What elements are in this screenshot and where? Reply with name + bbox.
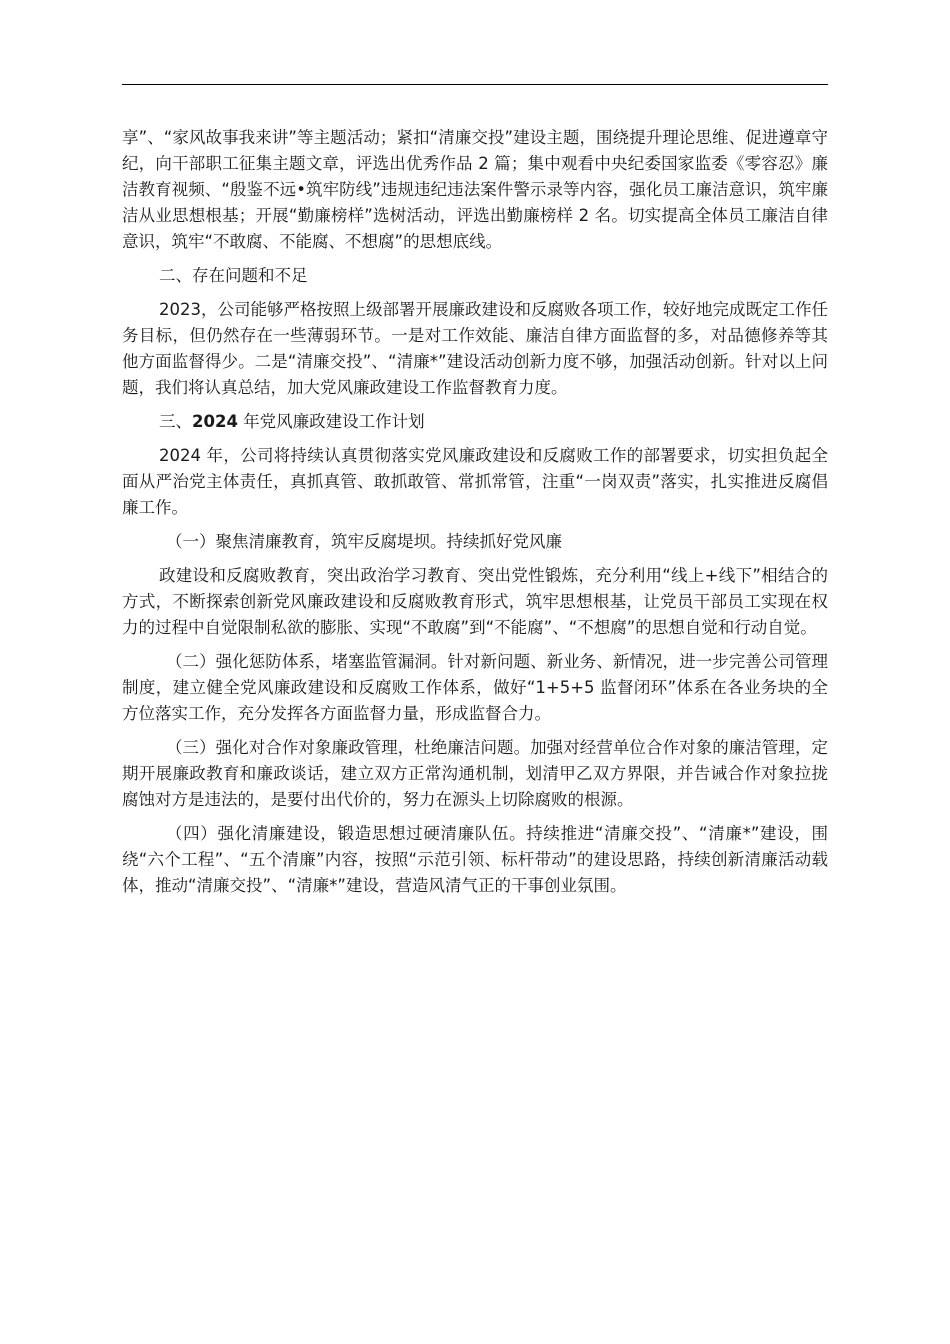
paragraph-plan-item-4: （四）强化清廉建设，锻造思想过硬清廉队伍。持续推进“清廉交投”、“清廉*”建设，围绕“六个工程”、“五个清廉”内容，按照“示范引领、标杆带动”的建设思路，持续创新清廉活动载体，推动“清廉交投”、“清廉*”建设，营造风清气正的干事创业氛围。 [122,824,828,895]
paragraph-plan-item-1-body: 政建设和反腐败教育，突出政治学习教育、突出党性锻炼，充分利用“线上+线下”相结合的方式，不断探索创新党风廉政建设和反腐败教育形式，筑牢思想根基，让党员干部员工实现在权力的过程中自觉限制私欲的膨胀、实现“不敢腐”到“不能腐”、“不想腐”的思想自觉和行动自觉。 [122,566,828,637]
heading-plan-prefix: 三、 [159,412,192,431]
heading-plan-year: 2024 [192,412,238,431]
document-body [122,125,828,907]
paragraph-problems: 2023，公司能够严格按照上级部署开展廉政建设和反腐败各项工作，较好地完成既定工作任务目标，但仍然存在一些薄弱环节。一是对工作效能、廉洁自律方面监督的多，对品德修养等其他方面监督得少。二是“清廉交投”、“清廉*”建设活动创新力度不够，加强活动创新。针对以上问题，我们将认真总结，加大党风廉政建设工作监督教育力度。 [122,300,828,397]
header-rule [122,84,828,85]
heading-problems: 二、存在问题和不足 [159,266,308,285]
paragraph-plan-item-3: （三）强化对合作对象廉政管理，杜绝廉洁问题。加强对经营单位合作对象的廉洁管理，定期开展廉政教育和廉政谈话，建立双方正常沟通机制，划清甲乙双方界限，并告诫合作对象拉拢腐蚀对方是违法的，是要付出代价的，努力在源头上切除腐败的根源。 [122,738,828,809]
paragraph-plan-item-1-title: （一）聚焦清廉教育，筑牢反腐堤坝。持续抓好党风廉 [166,532,562,551]
heading-plan-suffix: 年党风廉政建设工作计划 [237,412,425,431]
paragraph-plan-item-2: （二）强化惩防体系，堵塞监管漏洞。针对新问题、新业务、新情况，进一步完善公司管理制度，建立健全党风廉政建设和反腐败工作体系，做好“1+5+5 监督闭环”体系在各业务块的全方位落实工作，充分发挥各方面监督力量，形成监督合力。 [122,652,828,723]
heading-plan [122,409,828,435]
paragraph-plan-intro: 2024 年，公司将持续认真贯彻落实党风廉政建设和反腐败工作的部署要求，切实担负起全面从严治党主体责任，真抓真管、敢抓敢管、常抓常管，注重“一岗双责”落实，扎实推进反腐倡廉工作。 [122,446,828,517]
paragraph-activities: 享”、“家风故事我来讲”等主题活动；紧扣“清廉交投”建设主题，围绕提升理论思维、促进遵章守纪，向干部职工征集主题文章，评选出优秀作品 2 篇；集中观看中央纪委国家监委《零容忍》廉洁教育视频、“殷鉴不远•筑牢防线”违规违纪违法案件警示录等内容，强化员工廉洁意识，筑牢廉洁从业思想根基；开展“勤廉榜样”选树活动，评选出勤廉榜样 2 名。切实提高全体员工廉洁自律意识，筑牢“不敢腐、不能腐、不想腐”的思想底线。 [122,128,828,251]
